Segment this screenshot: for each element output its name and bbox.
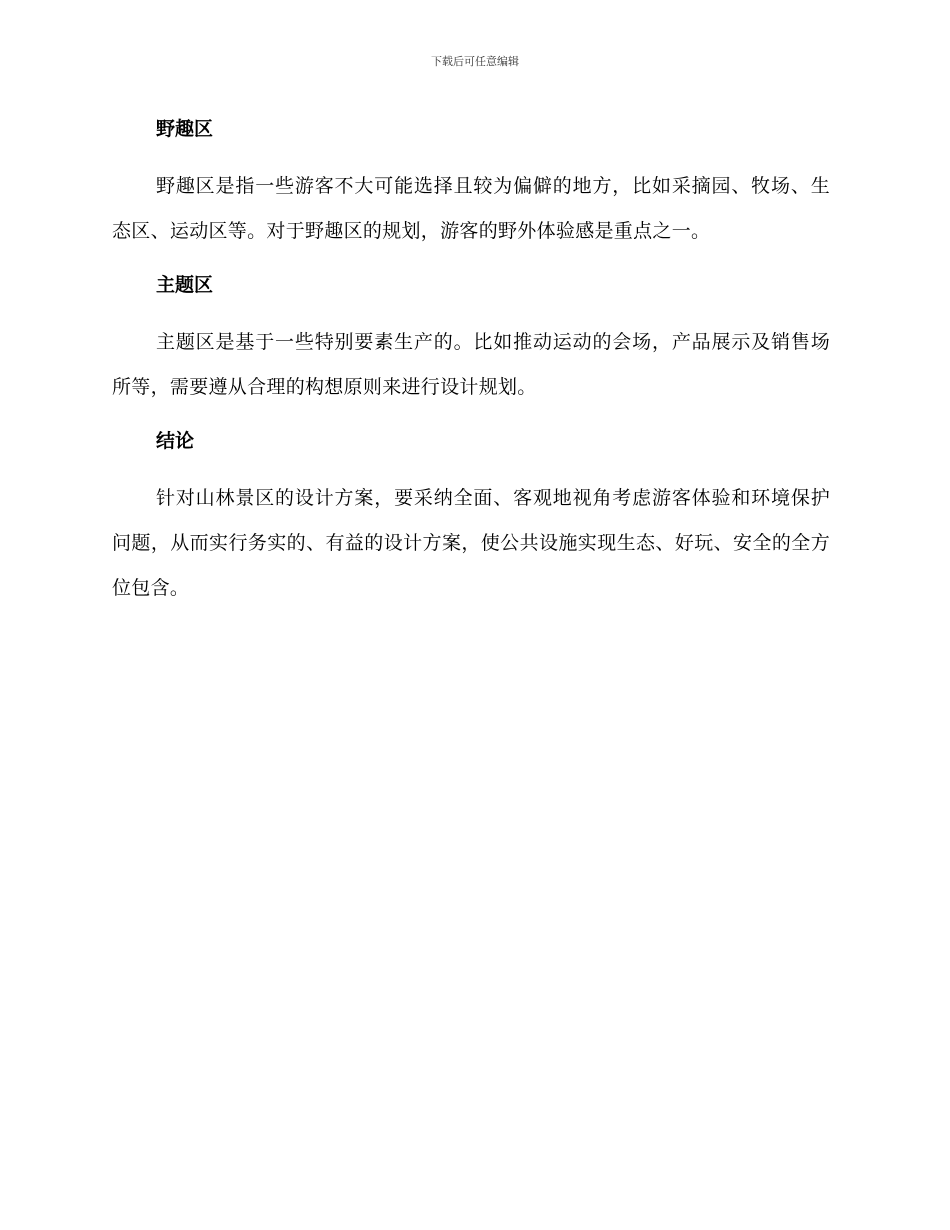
section-heading-conclusion: 结论 [156, 430, 195, 452]
page-header-note: 下载后可任意编辑 [431, 55, 519, 68]
section-heading-wild-area: 野趣区 [156, 118, 214, 140]
section-paragraph-conclusion: 针对山林景区的设计方案，要采纳全面、客观地视角考虑游客体验和环境保护问题，从而实行务实的、有益的设计方案，使公共设施实现生态、好玩、安全的全方位包含。 [112, 487, 830, 599]
document-body [112, 112, 830, 611]
section-paragraph-theme-area: 主题区是基于一些特别要素生产的。比如推动运动的会场，产品展示及销售场所等，需要遵从合理的构想原则来进行设计规划。 [112, 331, 830, 398]
section-heading-theme-area: 主题区 [156, 274, 214, 296]
section-paragraph-wild-area: 野趣区是指一些游客不大可能选择且较为偏僻的地方，比如采摘园、牧场、生态区、运动区等。对于野趣区的规划，游客的野外体验感是重点之一。 [112, 175, 830, 242]
